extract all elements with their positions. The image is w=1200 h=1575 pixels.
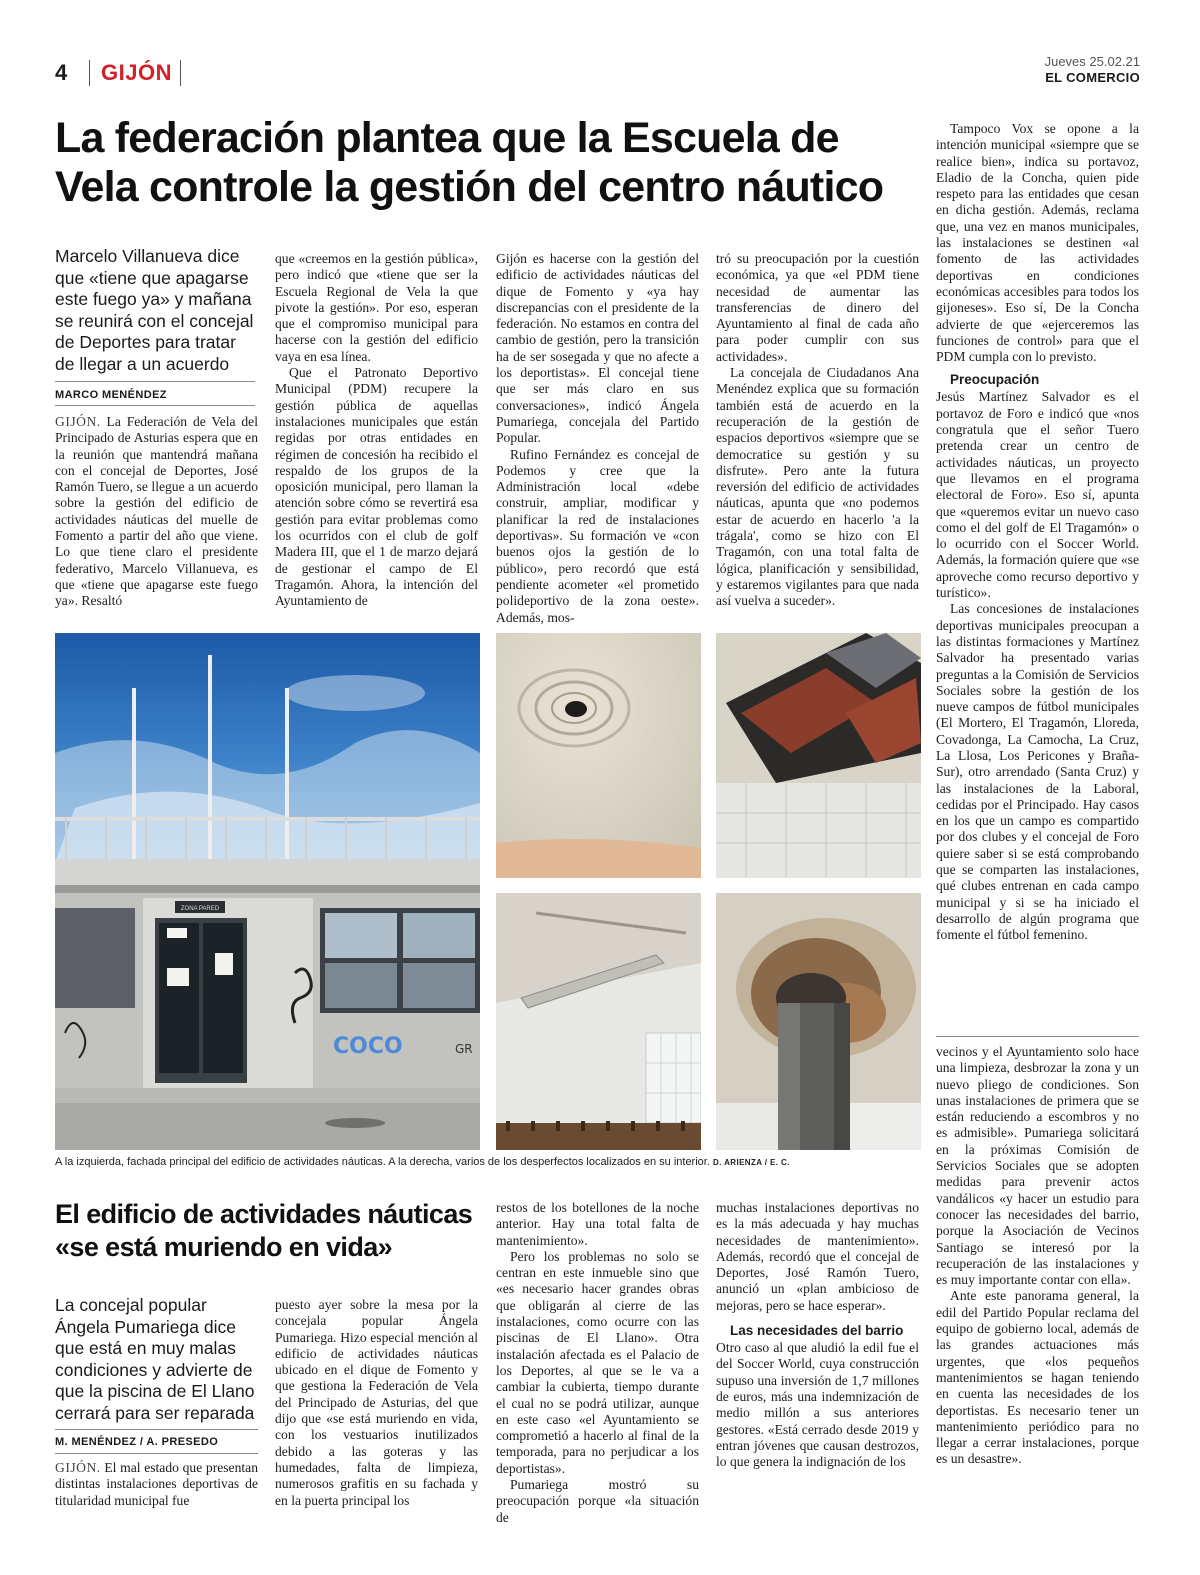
page-number: 4 [55, 60, 68, 85]
paragraph: tró su preocupación por la cuestión económica, ya que «el PDM tiene necesidad de aumentar las transferencias de dinero del Ayuntamiento al final de cada año para poder cumplir con sus actividades». [716, 251, 919, 364]
article1-column-1 [55, 414, 258, 610]
divider [55, 1429, 258, 1430]
article1-byline: MARCO MENÉNDEZ [55, 389, 167, 401]
door-sign: ZONA PARED [180, 906, 220, 912]
paragraph: Rufino Fernández es concejal de Podemos y cree que la Administración local «debe construir, ampliar, modificar y planificar la red de instalaciones deportivas». Su formación ve «con buenos ojos la gestión de lo público», pero recordó que está pendiente acometer «el prometido polideportivo de la zona oeste». Además, mos- [496, 446, 699, 625]
paragraph: que «creemos en la gestión pública», pero indicó que «tiene que ser la Escuela Regional de Vela la que pivote la gestión». Por eso, esperan que el compromiso municipal para hacerse con la gestión del edificio vaya en esa línea. [275, 251, 478, 364]
header-divider [89, 60, 90, 86]
paragraph: puesto ayer sobre la mesa por la concejala popular Ángela Pumariega. Hizo especial mención al edificio de actividades náuticas ubicado en el dique de Fomento y que gestiona la Federación de Vela del Principado de Asturias, del que dijo que «se está muriendo en vida, con los vestuarios inutilizados debido a las goteras y las humedades, falta de limpieza, numerosos grafitis en su fachada y en la puerta principal los [275, 1297, 478, 1508]
paragraph [55, 414, 258, 610]
divider [55, 405, 255, 406]
article2-column-3 [496, 1200, 699, 1526]
article2-column-5 [936, 1044, 1139, 1468]
graffiti-text: COCO [333, 1034, 403, 1059]
paragraph-text: El mal estado que presentan distintas instalaciones deportivas de titularidad municipal fue [55, 1460, 258, 1508]
paragraph: Jesús Martínez Salvador es el portavoz de Foro e indicó que «nos congratula que el señor Tuero pretenda crear un centro de actividades náuticas, un proyecto que llevamos en el programa electoral de Foro». Eso sí, apunta que «queremos evitar un nuevo caso como el del golf de El Tragamón» o lo ocurrido con el Soccer World. Además, la formación quiere que «se aproveche como recurso deportivo y turístico». [936, 389, 1139, 601]
header-divider [180, 60, 181, 86]
article2-column-4 [716, 1200, 919, 1470]
paragraph: Gijón es hacerse con la gestión del edificio de actividades náuticas del dique de Fomento y «ya hay discrepancias con el presidente de la federación. No estamos en contra del cambio de gestión, pero la transición ha de ser sosegada y que no afecte a los deportistas». El concejal tiene que ser más claro en sus conversaciones», indicó Ángela Pumariega, concejala del Partido Popular. [496, 251, 699, 446]
graffiti-text: GR [455, 1042, 473, 1056]
issue-date: Jueves 25.02.21 [1044, 54, 1140, 69]
article1-column-3 [496, 251, 699, 626]
photo-caption [55, 1156, 920, 1168]
paragraph-text: La Federación de Vela del Principado de Asturias espera que en la reunión que mantendrá mañana con el concejal de Deportes, José Ramón Tuero, se llegue a un acuerdo sobre la gestión del edificio de actividades náuticas del muelle de Fomento a partir del año que viene. Lo que tiene claro el presidente federativo, Marcelo Villanueva, es que «tiene que apagarse este fuego ya». Resaltó [55, 414, 258, 609]
article2-byline: M. MENÉNDEZ / A. PRESEDO [55, 1436, 219, 1448]
article1-column-5 [936, 121, 1139, 944]
article2-column-1 [55, 1460, 258, 1509]
paragraph: muchas instalaciones deportivas no es la más adecuada y hay muchas necesidades de mantenimiento». Además, recordó que el concejal de Deportes, José Ramón Tuero, anunció un «plan ambicioso de mejoras, pero se hace esperar». [716, 1200, 919, 1313]
subheading: Preocupación [950, 372, 1040, 388]
paragraph: Las concesiones de instalaciones deportivas municipales preocupan a las distintas formaciones y Martínez Salvador ha presentado varias preguntas a la Comisión de Servicios Sociales sobre la gestión de los nueve campos de fútbol municipales (El Mortero, El Tragamón, Lloreda, Covadonga, La Camocha, La Cruz, La Llosa, Los Pericones y Braña-Sur), otro arrendado (Santa Cruz) y las instalaciones de la Laboral, cedidas por el Principado. Hay casos en los que un campo es compartido por dos clubes y el concejal de Foro quiere saber si se está comprobando que se comparten las instalaciones, qué clubes entrenan en cada campo municipal y si se ha iniciado el desarrollo de algún programa que fomente el fútbol femenino. [936, 601, 1139, 943]
dateline: GIJÓN. [55, 1460, 101, 1475]
main-headline: La federación plantea que la Escuela de Vela controle la gestión del centro náutico [55, 114, 884, 211]
paragraph: La concejala de Ciudadanos Ana Menéndez explica que su formación también está de acuerdo en la recuperación de la gestión de espacios deportivos «siempre que se democratice su gestión y su disfrute». Pero ante la futura reversión del edificio de actividades náuticas, apunta que «no podemos estar de acuerdo en hacerlo 'a la trágala', como se hizo con El Tragamón, con una total falta de lógica, planificación y sensibilidad, y estaremos vigilantes para que nada así vuelva a suceder». [716, 365, 919, 609]
paragraph: Pero los problemas no solo se centran en este inmueble sino que «es necesario hacer grandes obras que obligarán al cierre de las instalaciones, como ocurre con las piscinas de El Llano». Otra instalación afectada es el Palacio de los Deportes, al que se le va a cambiar la cubierta, tiempo durante el cual no se podrá utilizar, aunque en este caso «el Ayuntamiento se comprometió a hacerlo al final de la temporada, para no perjudicar a los deportistas». [496, 1248, 699, 1476]
ceiling-tiles-photo[interactable] [716, 633, 921, 878]
paragraph: Otro caso al que aludió la edil fue el del Soccer World, cuya construcción supuso una inversión de 1,7 millones de euros, más una indemnización de medio millón a sus anteriores gestores. «Está cerrado desde 2019 y entran jóvenes que causan destrozos, lo que genera la indignación de los [716, 1340, 919, 1470]
article1-column-2 [275, 251, 478, 610]
article1-deck: Marcelo Villanueva dice que «tiene que apagarse este fuego ya» y mañana se reunirá con el concejal de Deportes para tratar de llegar a un acuerdo [55, 246, 254, 374]
divider [55, 1453, 258, 1454]
publication-name[interactable]: EL COMERCIO [1045, 70, 1140, 85]
photo-credit: D. ARIENZA / E. C. [712, 1158, 790, 1167]
article1-column-4 [716, 251, 919, 610]
paragraph: vecinos y el Ayuntamiento solo hace una limpieza, desbrozar la zona y un nuevo pliego de condiciones. Son unas instalaciones de primera que se están reduciendo a escombros y no es admisible». Pumariega solicitará en la próximas Comisión de Servicios Sociales que se adopten medidas para prevenir actos vandálicos «y hacer un estudio para conocer las necesidades del barrio, porque la Asociación de Vecinos Santiago se interesó por la recuperación de las instalaciones y es muy importante contar con ella». [936, 1044, 1139, 1288]
secondary-headline: El edificio de actividades náuticas «se está muriendo en vida» [55, 1199, 473, 1262]
article2-deck: La concejal popular Ángela Pumariega dice que está en muy malas condiciones y advierte de que la piscina de El Llano cerrará para ser reparada [55, 1295, 255, 1423]
paragraph: Tampoco Vox se opone a la intención municipal «siempre que se realice bien», indica su portavoz, Eladio de la Concha, quien pide respeto para las entidades que cesan en dicha gestión. Además, reclama que, una vez en manos municipales, las instalaciones se destinen «al fomento de las actividades deportivas en condiciones económicas accesibles para todos los gijoneses». Eso sí, De la Concha advierte de que «ejerceremos las funciones de control» para que el PDM cumpla con lo previsto. [936, 121, 1139, 365]
divider [936, 1036, 1139, 1037]
caption-text: A la izquierda, fachada principal del edificio de actividades náuticas. A la derecha, varios de los desperfectos localizados en su interior. [55, 1156, 710, 1168]
dateline: GIJÓN. [55, 414, 101, 429]
article2-column-2 [275, 1297, 478, 1509]
subheading: Las necesidades del barrio [730, 1323, 904, 1339]
paragraph [55, 1460, 258, 1509]
ceiling-light-photo[interactable] [496, 893, 701, 1150]
section-label[interactable]: GIJÓN [101, 60, 172, 85]
ceiling-hole-photo[interactable] [496, 633, 701, 878]
paragraph: Pumariega mostró su preocupación porque «la situación de [496, 1477, 699, 1525]
paragraph: Ante este panorama general, la edil del Partido Popular reclama del equipo de gobierno local, además de las grandes actuaciones más urgentes, que «los pequeños mantenimientos se hagan teniendo en cuenta las necesidades de los deportistas. Es necesario tener un mantenimiento periódico para no llegar a cerrar instalaciones, porque es un desastre». [936, 1288, 1139, 1467]
building-facade-photo[interactable] [55, 633, 480, 1150]
divider [55, 381, 255, 382]
paragraph: Que el Patronato Deportivo Municipal (PDM) recupere la gestión pública de aquellas instalaciones municipales que están regidas por otras entidades en régimen de concesión ha recibido el respaldo de los grupos de la oposición municipal, pero llaman la atención sobre cómo se revertirá esa gestión para evitar problemas como los ocurridos con el club de golf Madera III, que el 1 de marzo dejará de gestionar el campo de El Tragamón. Ahora, la intención del Ayuntamiento de [275, 365, 478, 609]
column-damage-photo[interactable] [716, 893, 921, 1150]
paragraph: restos de los botellones de la noche anterior. Hay una total falta de mantenimiento». [496, 1200, 699, 1248]
